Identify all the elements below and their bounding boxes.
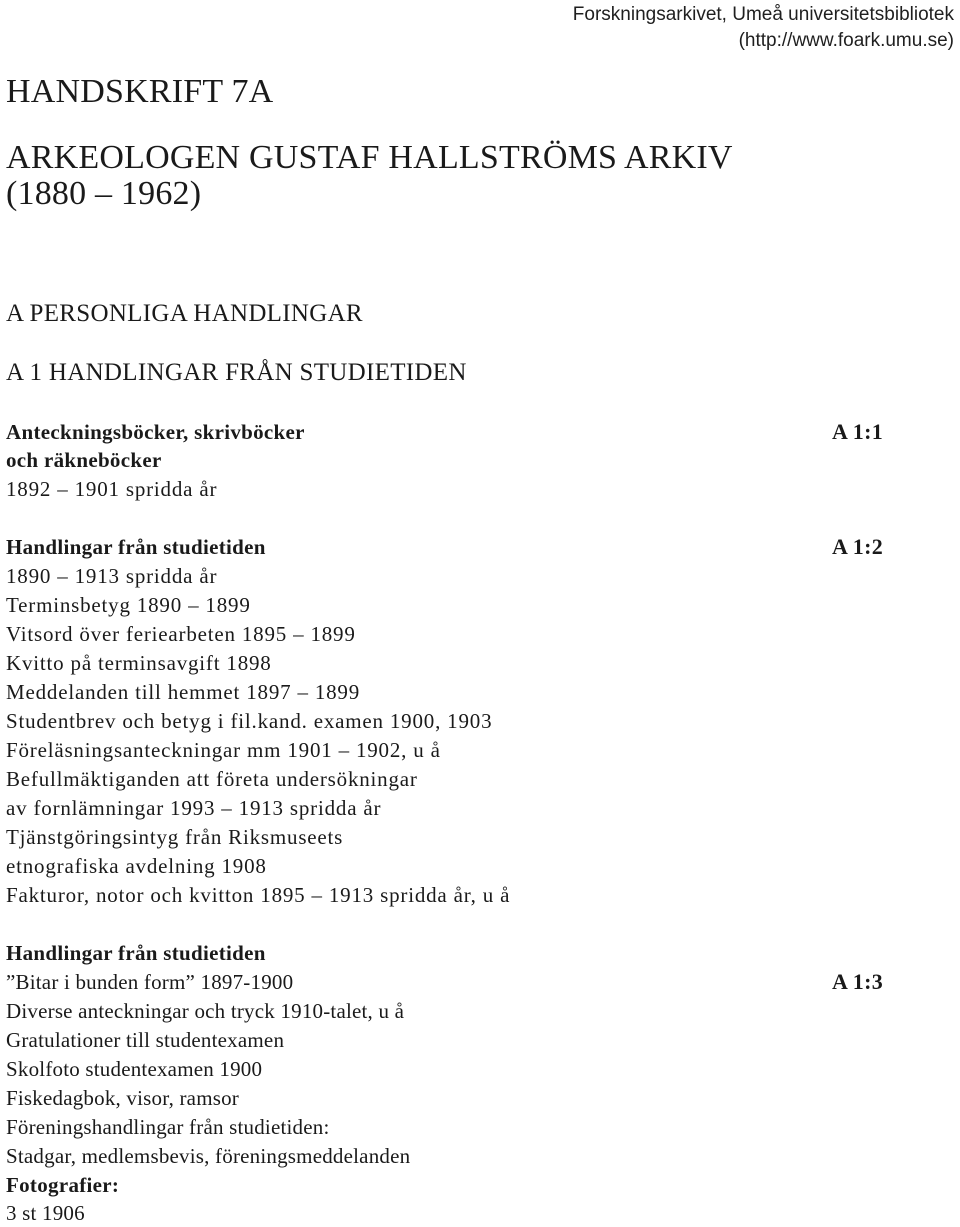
list-item: Tjänstgöringsintyg från Riksmuseets [6,825,344,849]
list-item: Diverse anteckningar och tryck 1910-talet, u å [6,999,405,1023]
list-item: ”Bitar i bunden form” 1897-1900 [6,970,294,994]
collection-number: HANDSKRIFT 7A [6,73,274,110]
list-item: etnografiska avdelning 1908 [6,854,267,878]
list-item: Föreläsningsanteckningar mm 1901 – 1902, u å [6,738,441,762]
volume-code: A 1:2 [832,534,883,559]
source-institution: Forskningsarkivet, Umeå universitetsbibliotek [572,4,954,25]
archive-title: ARKEOLOGEN GUSTAF HALLSTRÖMS ARKIV [6,139,733,176]
list-item: Meddelanden till hemmet 1897 – 1899 [6,680,361,704]
list-item: Fakturor, notor och kvitton 1895 – 1913 spridda år, u å [6,883,511,907]
list-item: Föreningshandlingar från studietiden: [6,1115,330,1139]
volume-code: A 1:1 [832,419,883,444]
list-item: Terminsbetyg 1890 – 1899 [6,593,251,617]
volume-title: och räkneböcker [6,448,162,472]
series-heading: A PERSONLIGA HANDLINGAR [6,300,363,327]
archive-years: (1880 – 1962) [6,175,202,212]
list-item: Kvitto på terminsavgift 1898 [6,651,272,675]
list-item: Studentbrev och betyg i fil.kand. examen 1900, 1903 [6,709,493,733]
volume-title: Anteckningsböcker, skrivböcker [6,420,305,444]
list-item: Stadgar, medlemsbevis, föreningsmeddelanden [6,1144,411,1168]
list-item: 1890 – 1913 spridda år [6,564,218,588]
list-item: Skolfoto studentexamen 1900 [6,1057,263,1081]
list-item: 1892 – 1901 spridda år [6,477,218,501]
volume-title: Handlingar från studietiden [6,941,266,965]
photographs-subheading: Fotografier: [6,1173,120,1197]
list-item: Befullmäktiganden att företa undersökningar [6,767,418,791]
list-item: av fornlämningar 1993 – 1913 spridda år [6,796,382,820]
list-item: Vitsord över feriearbeten 1895 – 1899 [6,622,356,646]
volume-title: Handlingar från studietiden [6,535,266,559]
source-url[interactable]: (http://www.foark.umu.se) [738,30,954,51]
list-item: Gratulationer till studentexamen [6,1028,285,1052]
list-item: Fiskedagbok, visor, ramsor [6,1086,240,1110]
list-item: 3 st 1906 [6,1201,85,1225]
source-attribution [573,2,954,54]
volume-code: A 1:3 [832,969,883,994]
subseries-heading: A 1 HANDLINGAR FRÅN STUDIETIDEN [6,359,467,386]
